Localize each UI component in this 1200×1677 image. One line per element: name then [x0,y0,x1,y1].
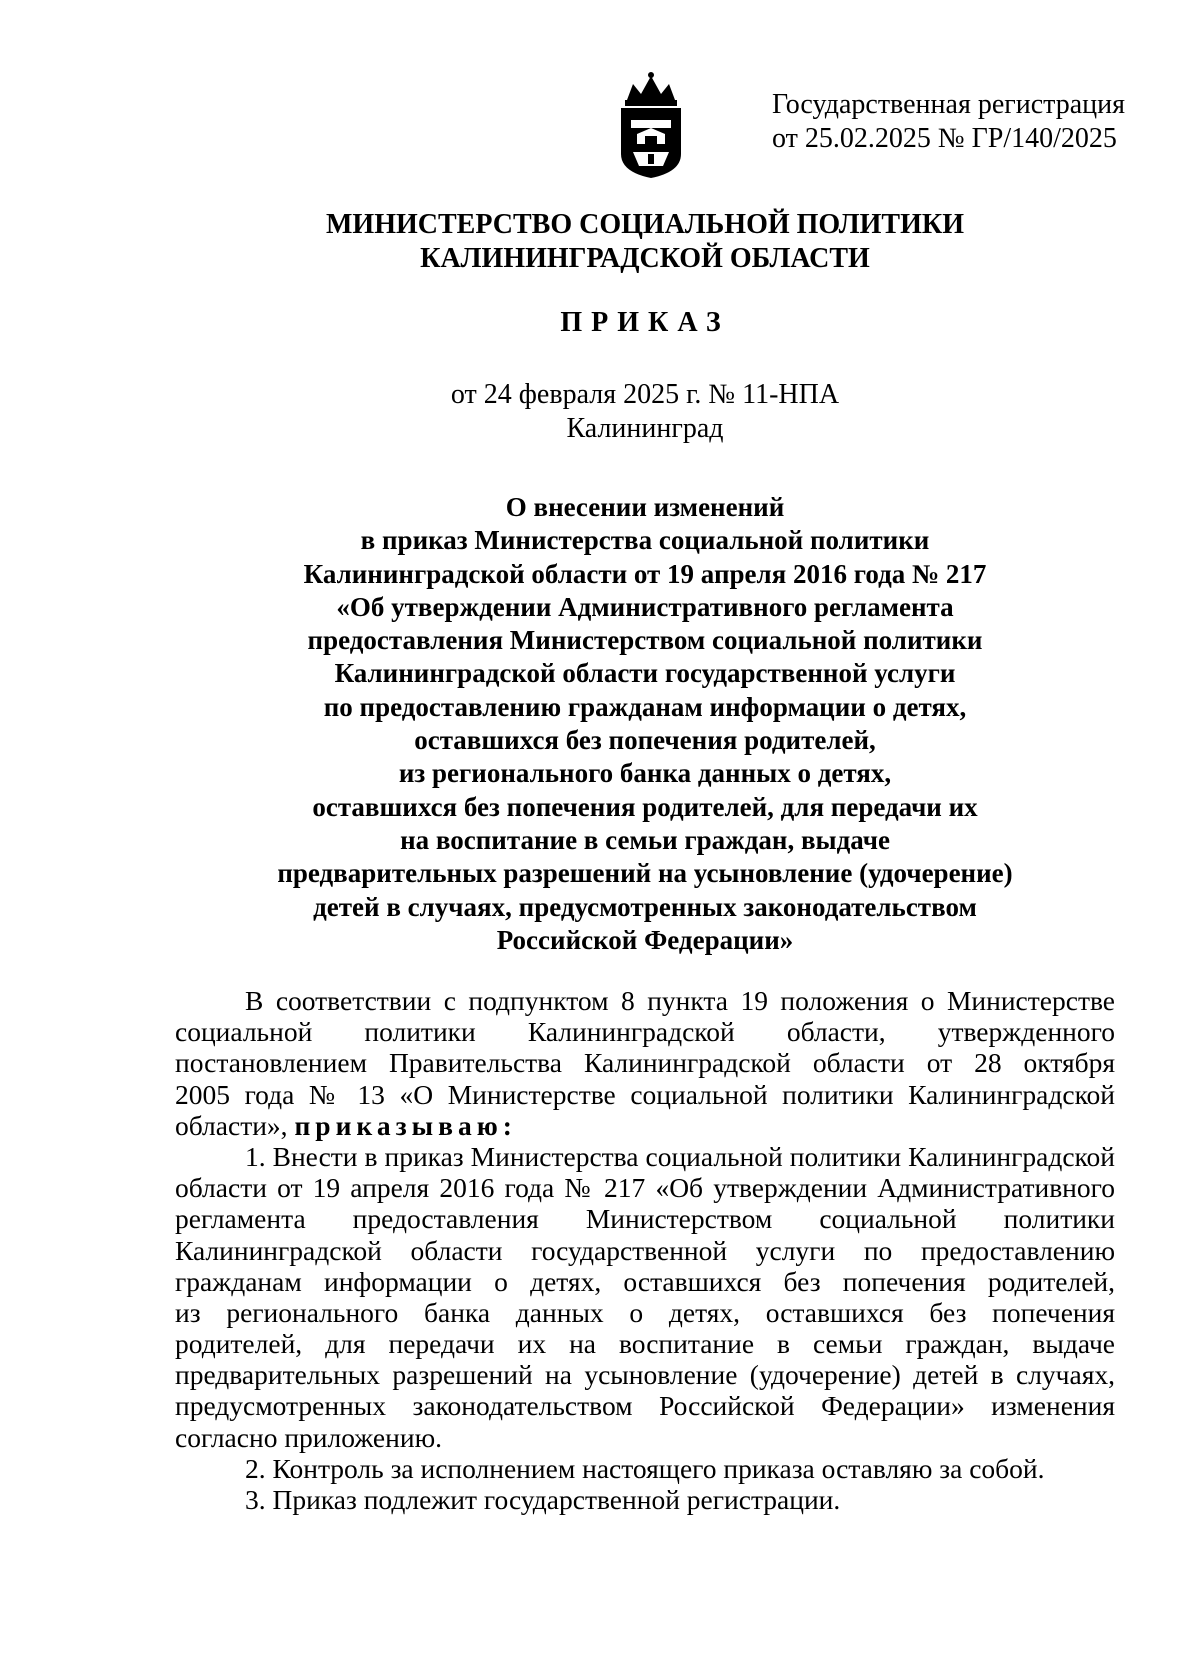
subject-line: из регионального банка данных о детях, [398,758,892,789]
item1-line: родителей, для передачи их на воспитание в семьи граждан, выдаче [175,1328,1115,1360]
order-date-number: от 24 февраля 2025 г. № 11-НПА [450,379,840,410]
kaliningrad-coat-of-arms-icon [615,70,687,180]
registration-line-1: Государственная регистрация [772,89,1125,120]
subject-line: на воспитание в семьи граждан, выдаче [400,824,890,855]
subject-line: детей в случаях, предусмотренных законодательством [313,891,977,922]
subject-line: в приказ Министерства социальной политики [360,525,930,556]
order-title: ПРИКАЗ [560,307,730,338]
preamble-line: социальной политики Калининградской области, утвержденного [175,1016,1115,1048]
subject-line: Калининградской области от 19 апреля 2016 года № 217 [303,558,987,589]
order-city: Калининград [566,413,724,444]
item1-line: из регионального банка данных о детях, оставшихся без попечения [175,1296,1115,1328]
subject-line: предварительных разрешений на усыновление (удочерение) [277,858,1013,889]
item1-line: области от 19 апреля 2016 года № 217 «Об утверждении Административного [175,1172,1115,1204]
item1-line: предусмотренных законодательством Российской Федерации» изменения [175,1390,1115,1422]
subject-line: предоставления Министерством социальной политики [307,625,983,656]
preamble-line: 2005 года № 13 «О Министерстве социальной политики Калининградской [175,1078,1115,1110]
item3: 3. Приказ подлежит государственной регистрации. [245,1484,841,1515]
item1-line: предварительных разрешений на усыновление (удочерение) детей в случаях, [175,1359,1115,1391]
preamble-last-line [175,1110,1115,1141]
state-registration [772,88,1172,156]
ministry-name [0,208,1200,276]
preamble-line: постановлением Правительства Калининградской области от 28 октября [175,1047,1115,1079]
subject-line: О внесении изменений [505,492,785,522]
order-subject [0,491,1200,957]
item1-line: 1. Внести в приказ Министерства социальной политики Калининградской [245,1140,1115,1172]
ministry-line-2: КАЛИНИНГРАДСКОЙ ОБЛАСТИ [420,243,870,274]
item1-line: Калининградской области государственной услуги по предоставлению [175,1234,1115,1266]
item1-last-line: согласно приложению. [175,1421,442,1453]
preamble-line: В соответствии с подпунктом 8 пункта 19 положения о Министерстве [245,985,1115,1016]
ordering-word: приказываю: [294,1109,517,1141]
order-meta [0,378,1200,446]
subject-line: Российской Федерации» [496,924,794,955]
subject-line: Калининградской области государственной услуги [334,658,956,689]
subject-line: по предоставлению гражданам информации о детях, [323,691,967,722]
subject-line: «Об утверждении Административного регламента [336,591,954,622]
item2: 2. Контроль за исполнением настоящего приказа оставляю за собой. [245,1452,1045,1484]
item1-line: гражданам информации о детях, оставшихся без попечения родителей, [175,1265,1115,1297]
preamble-last-prefix: области», [175,1109,288,1141]
subject-line: оставшихся без попечения родителей, для передачи их [312,791,978,822]
subject-line: оставшихся без попечения родителей, [414,725,876,756]
registration-line-2: от 25.02.2025 № ГР/140/2025 [772,123,1117,154]
item1-line: регламента предоставления Министерством социальной политики [175,1203,1115,1235]
order-body [175,985,1115,1515]
ministry-line-1: МИНИСТЕРСТВО СОЦИАЛЬНОЙ ПОЛИТИКИ [326,209,964,240]
